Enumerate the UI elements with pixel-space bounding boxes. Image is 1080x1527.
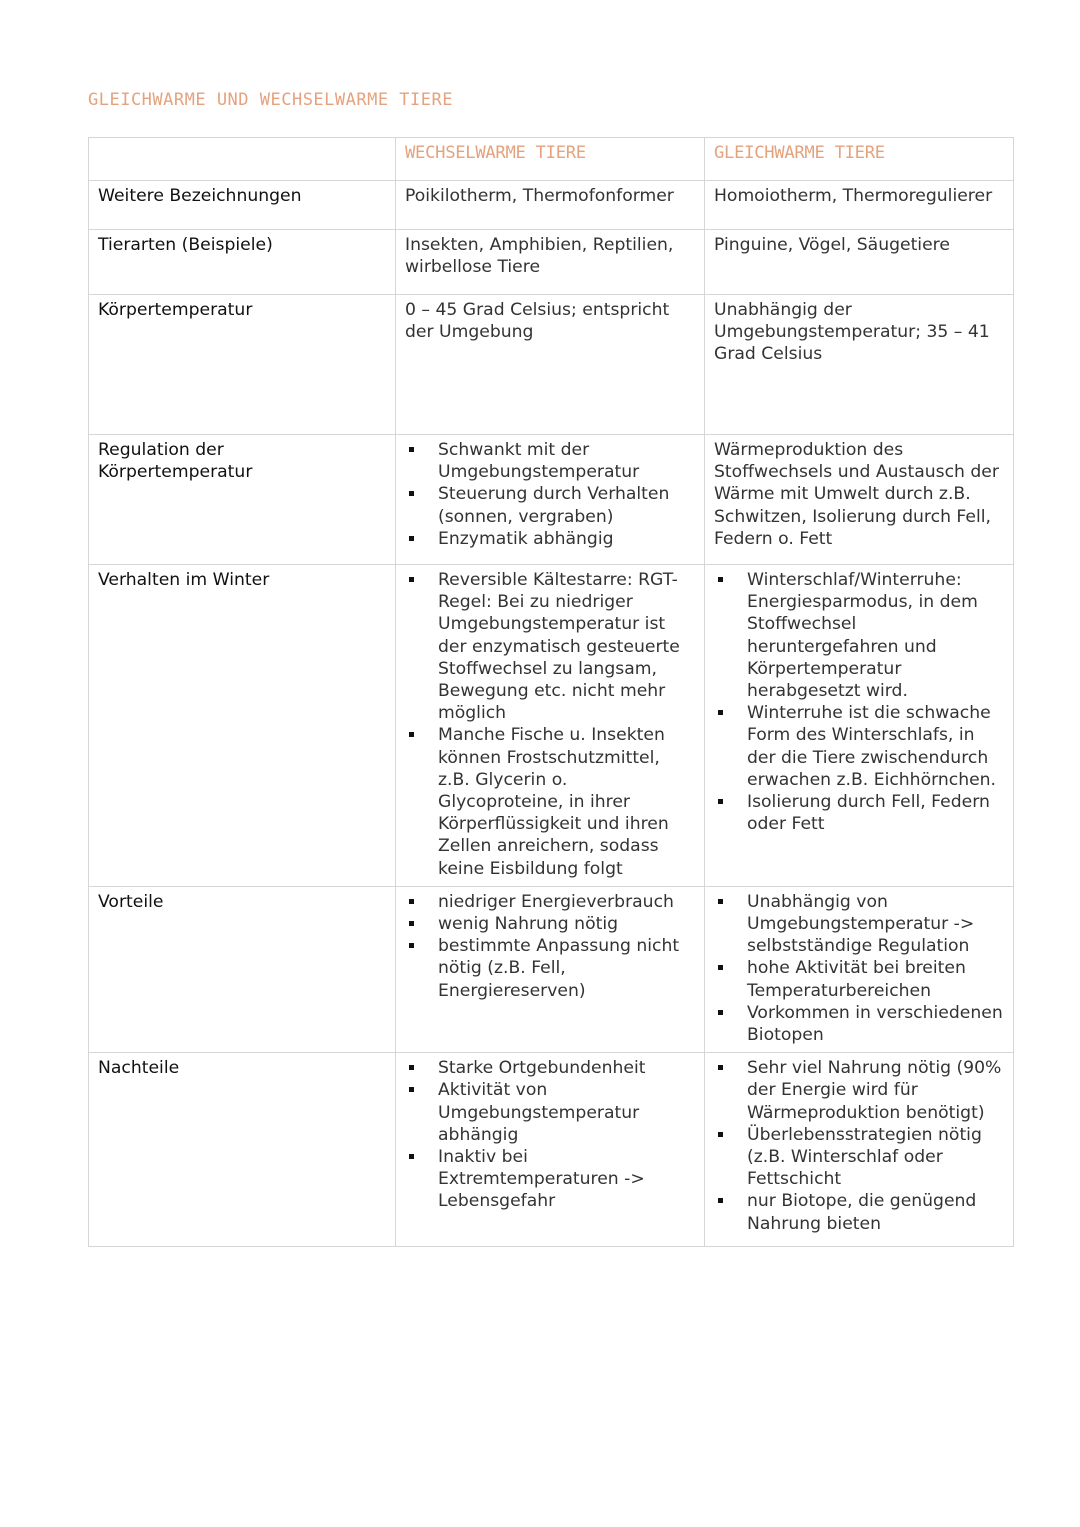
list-item: Isolierung durch Fell, Federn oder Fett: [714, 791, 1004, 835]
cell-gleich-tierarten: Pinguine, Vögel, Säugetiere: [705, 230, 1014, 295]
table-row: [89, 565, 1014, 887]
cell-gleich-koerpertemperatur: Unabhängig der Umgebungstemperatur; 35 – 41 Grad Celsius: [705, 295, 1014, 435]
page-title: GLEICHWARME UND WECHSELWARME TIERE: [88, 90, 453, 110]
list-item: Reversible Kältestarre: RGT-Regel: Bei zu niedriger Umgebungstemperatur ist der enzymatisch gesteuerte Stoffwechsel zu langsam, Bewegung etc. nicht mehr möglich: [405, 569, 695, 724]
table-header-row: [89, 138, 1014, 181]
table-row: [89, 181, 1014, 230]
table-row: [89, 435, 1014, 565]
table-row: [89, 1053, 1014, 1247]
list-item: Unabhängig von Umgebungstemperatur -> selbstständige Regulation: [714, 891, 1004, 958]
list-item: niedriger Energieverbrauch: [405, 891, 695, 913]
list-item: wenig Nahrung nötig: [405, 913, 695, 935]
list-item: Manche Fische u. Insekten können Frostschutzmittel, z.B. Glycerin o. Glycoproteine, in ihrer Körperflüssigkeit und ihren Zellen anreichern, sodass keine Eisbildung folgt: [405, 724, 695, 879]
cell-wechsel-vorteile: [396, 886, 705, 1052]
cell-gleich-vorteile: [705, 886, 1014, 1052]
row-label-nachteile: Nachteile: [89, 1053, 396, 1247]
list-item: Überlebensstrategien nötig (z.B. Winterschlaf oder Fettschicht: [714, 1124, 1004, 1191]
list-item: Inaktiv bei Extremtemperaturen -> Lebensgefahr: [405, 1146, 695, 1213]
row-label-koerpertemperatur: Körpertemperatur: [89, 295, 396, 435]
bullet-list: [405, 1057, 695, 1212]
cell-wechsel-bezeichnungen: Poikilotherm, Thermofonformer: [396, 181, 705, 230]
cell-gleich-winter: [705, 565, 1014, 887]
row-label-tierarten: Tierarten (Beispiele): [89, 230, 396, 295]
bullet-list: [714, 1057, 1004, 1235]
list-item: Enzymatik abhängig: [405, 528, 695, 550]
cell-gleich-regulation: Wärmeproduktion des Stoffwechsels und Austausch der Wärme mit Umwelt durch z.B. Schwitzen, Isolierung durch Fell, Federn o. Fett: [705, 435, 1014, 565]
list-item: hohe Aktivität bei breiten Temperaturbereichen: [714, 957, 1004, 1001]
bullet-list: [714, 891, 1004, 1046]
list-item: Starke Ortgebundenheit: [405, 1057, 695, 1079]
list-item: Steuerung durch Verhalten (sonnen, vergraben): [405, 483, 695, 527]
list-item: Schwankt mit der Umgebungstemperatur: [405, 439, 695, 483]
table-row: [89, 295, 1014, 435]
cell-wechsel-regulation: [396, 435, 705, 565]
list-item: Sehr viel Nahrung nötig (90% der Energie wird für Wärmeproduktion benötigt): [714, 1057, 1004, 1124]
header-gleichwarm: GLEICHWARME TIERE: [705, 138, 1014, 181]
bullet-list: [405, 569, 695, 880]
cell-wechsel-koerpertemperatur: 0 – 45 Grad Celsius; entspricht der Umgebung: [396, 295, 705, 435]
list-item: Vorkommen in verschiedenen Biotopen: [714, 1002, 1004, 1046]
row-label-vorteile: Vorteile: [89, 886, 396, 1052]
cell-wechsel-winter: [396, 565, 705, 887]
list-item: Winterruhe ist die schwache Form des Winterschlafs, in der die Tiere zwischendurch erwachen z.B. Eichhörnchen.: [714, 702, 1004, 791]
list-item: bestimmte Anpassung nicht nötig (z.B. Fell, Energiereserven): [405, 935, 695, 1002]
header-empty-cell: [89, 138, 396, 181]
row-label-bezeichnungen: Weitere Bezeichnungen: [89, 181, 396, 230]
cell-gleich-nachteile: [705, 1053, 1014, 1247]
header-wechselwarm: WECHSELWARME TIERE: [396, 138, 705, 181]
list-item: Aktivität von Umgebungstemperatur abhängig: [405, 1079, 695, 1146]
bullet-list: [405, 439, 695, 550]
table-row: [89, 230, 1014, 295]
table-row: [89, 886, 1014, 1052]
cell-wechsel-tierarten: Insekten, Amphibien, Reptilien, wirbellose Tiere: [396, 230, 705, 295]
cell-gleich-bezeichnungen: Homoiotherm, Thermoregulierer: [705, 181, 1014, 230]
row-label-regulation: Regulation der Körpertemperatur: [89, 435, 396, 565]
row-label-winter: Verhalten im Winter: [89, 565, 396, 887]
cell-wechsel-nachteile: [396, 1053, 705, 1247]
list-item: Winterschlaf/Winterruhe: Energiesparmodus, in dem Stoffwechsel heruntergefahren und Körpertemperatur herabgesetzt wird.: [714, 569, 1004, 702]
comparison-table: [88, 137, 1014, 1247]
bullet-list: [405, 891, 695, 1002]
bullet-list: [714, 569, 1004, 835]
list-item: nur Biotope, die genügend Nahrung bieten: [714, 1190, 1004, 1234]
